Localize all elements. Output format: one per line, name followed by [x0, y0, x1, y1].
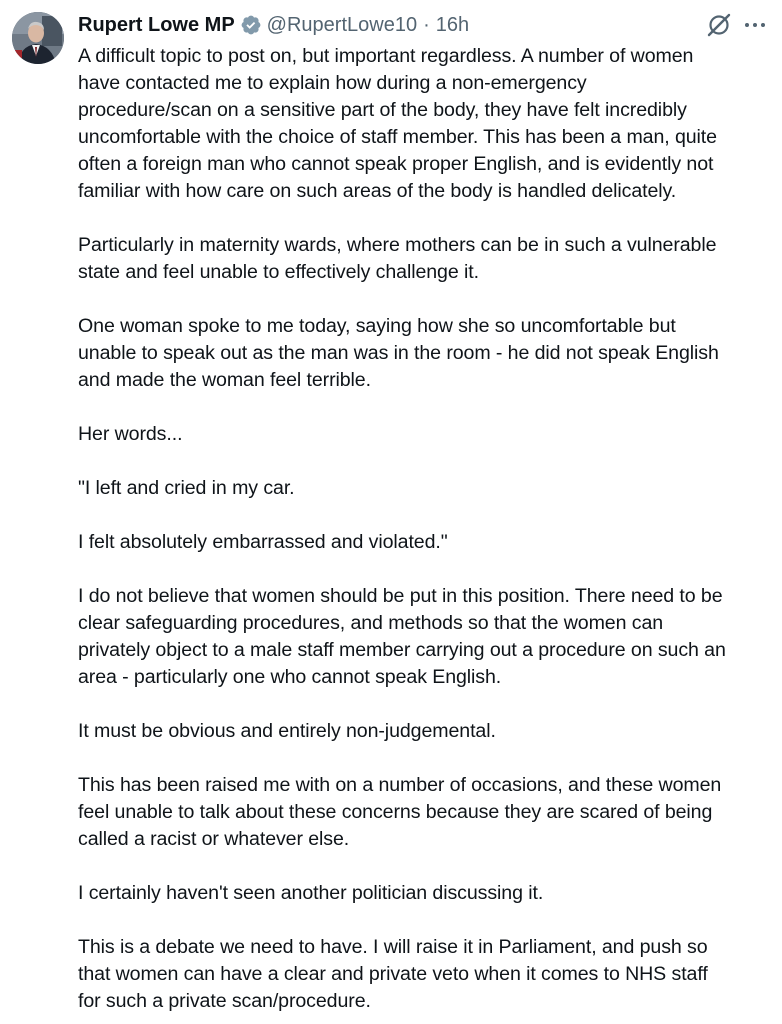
tweet-paragraph: This has been raised me with on a number of occasions, and these women feel unable to talk about these concerns because they are scared of being called a racist or whatever else.	[78, 774, 722, 850]
author-avatar[interactable]	[12, 12, 64, 64]
tweet-paragraph: I do not believe that women should be put in this position. There need to be clear safeguarding procedures, and methods so that the women can privately object to a male staff member carrying out a procedure on such an area - particularly one who cannot speak English.	[78, 585, 726, 688]
verified-badge-icon	[240, 14, 262, 36]
header-separator: ·	[423, 13, 430, 36]
tweet-paragraph: Her words...	[78, 423, 183, 445]
more-dot-icon	[745, 23, 749, 27]
grok-icon[interactable]	[704, 10, 734, 40]
more-dot-icon	[753, 23, 757, 27]
author-handle[interactable]: @RupertLowe10	[266, 13, 418, 36]
tweet-paragraph: "I left and cried in my car.	[78, 477, 295, 499]
post-timestamp[interactable]: 16h	[435, 13, 470, 36]
author-display-name[interactable]: Rupert Lowe MP	[78, 13, 235, 36]
tweet-paragraph: Particularly in maternity wards, where mothers can be in such a vulnerable state and feel unable to effectively challenge it.	[78, 234, 717, 283]
tweet-paragraph: One woman spoke to me today, saying how she so uncomfortable but unable to speak out as the man was in the room - he did not speak English and made the woman feel terrible.	[78, 315, 719, 391]
tweet-body	[78, 43, 778, 1015]
more-dot-icon	[761, 23, 765, 27]
tweet-paragraph: I felt absolutely embarrassed and violated."	[78, 531, 448, 553]
tweet-header	[78, 8, 469, 42]
tweet-paragraph: A difficult topic to post on, but important regardless. A number of women have contacted me to explain how during a non-emergency procedure/scan on a sensitive part of the body, they have felt incredibly uncomfortable with the choice of staff member. This has been a man, quite often a foreign man who cannot speak proper English, and is evidently not familiar with how care on such areas of the body is handled delicately.	[78, 45, 717, 202]
tweet-paragraph: I certainly haven't seen another politician discussing it.	[78, 882, 544, 904]
more-options-icon[interactable]	[738, 12, 772, 38]
avatar-photo	[12, 12, 64, 64]
tweet-paragraph: This is a debate we need to have. I will raise it in Parliament, and push so that women can have a clear and private veto when it comes to NHS staff for such a private scan/procedure.	[78, 936, 708, 1012]
tweet-paragraph: It must be obvious and entirely non-judgemental.	[78, 720, 496, 742]
